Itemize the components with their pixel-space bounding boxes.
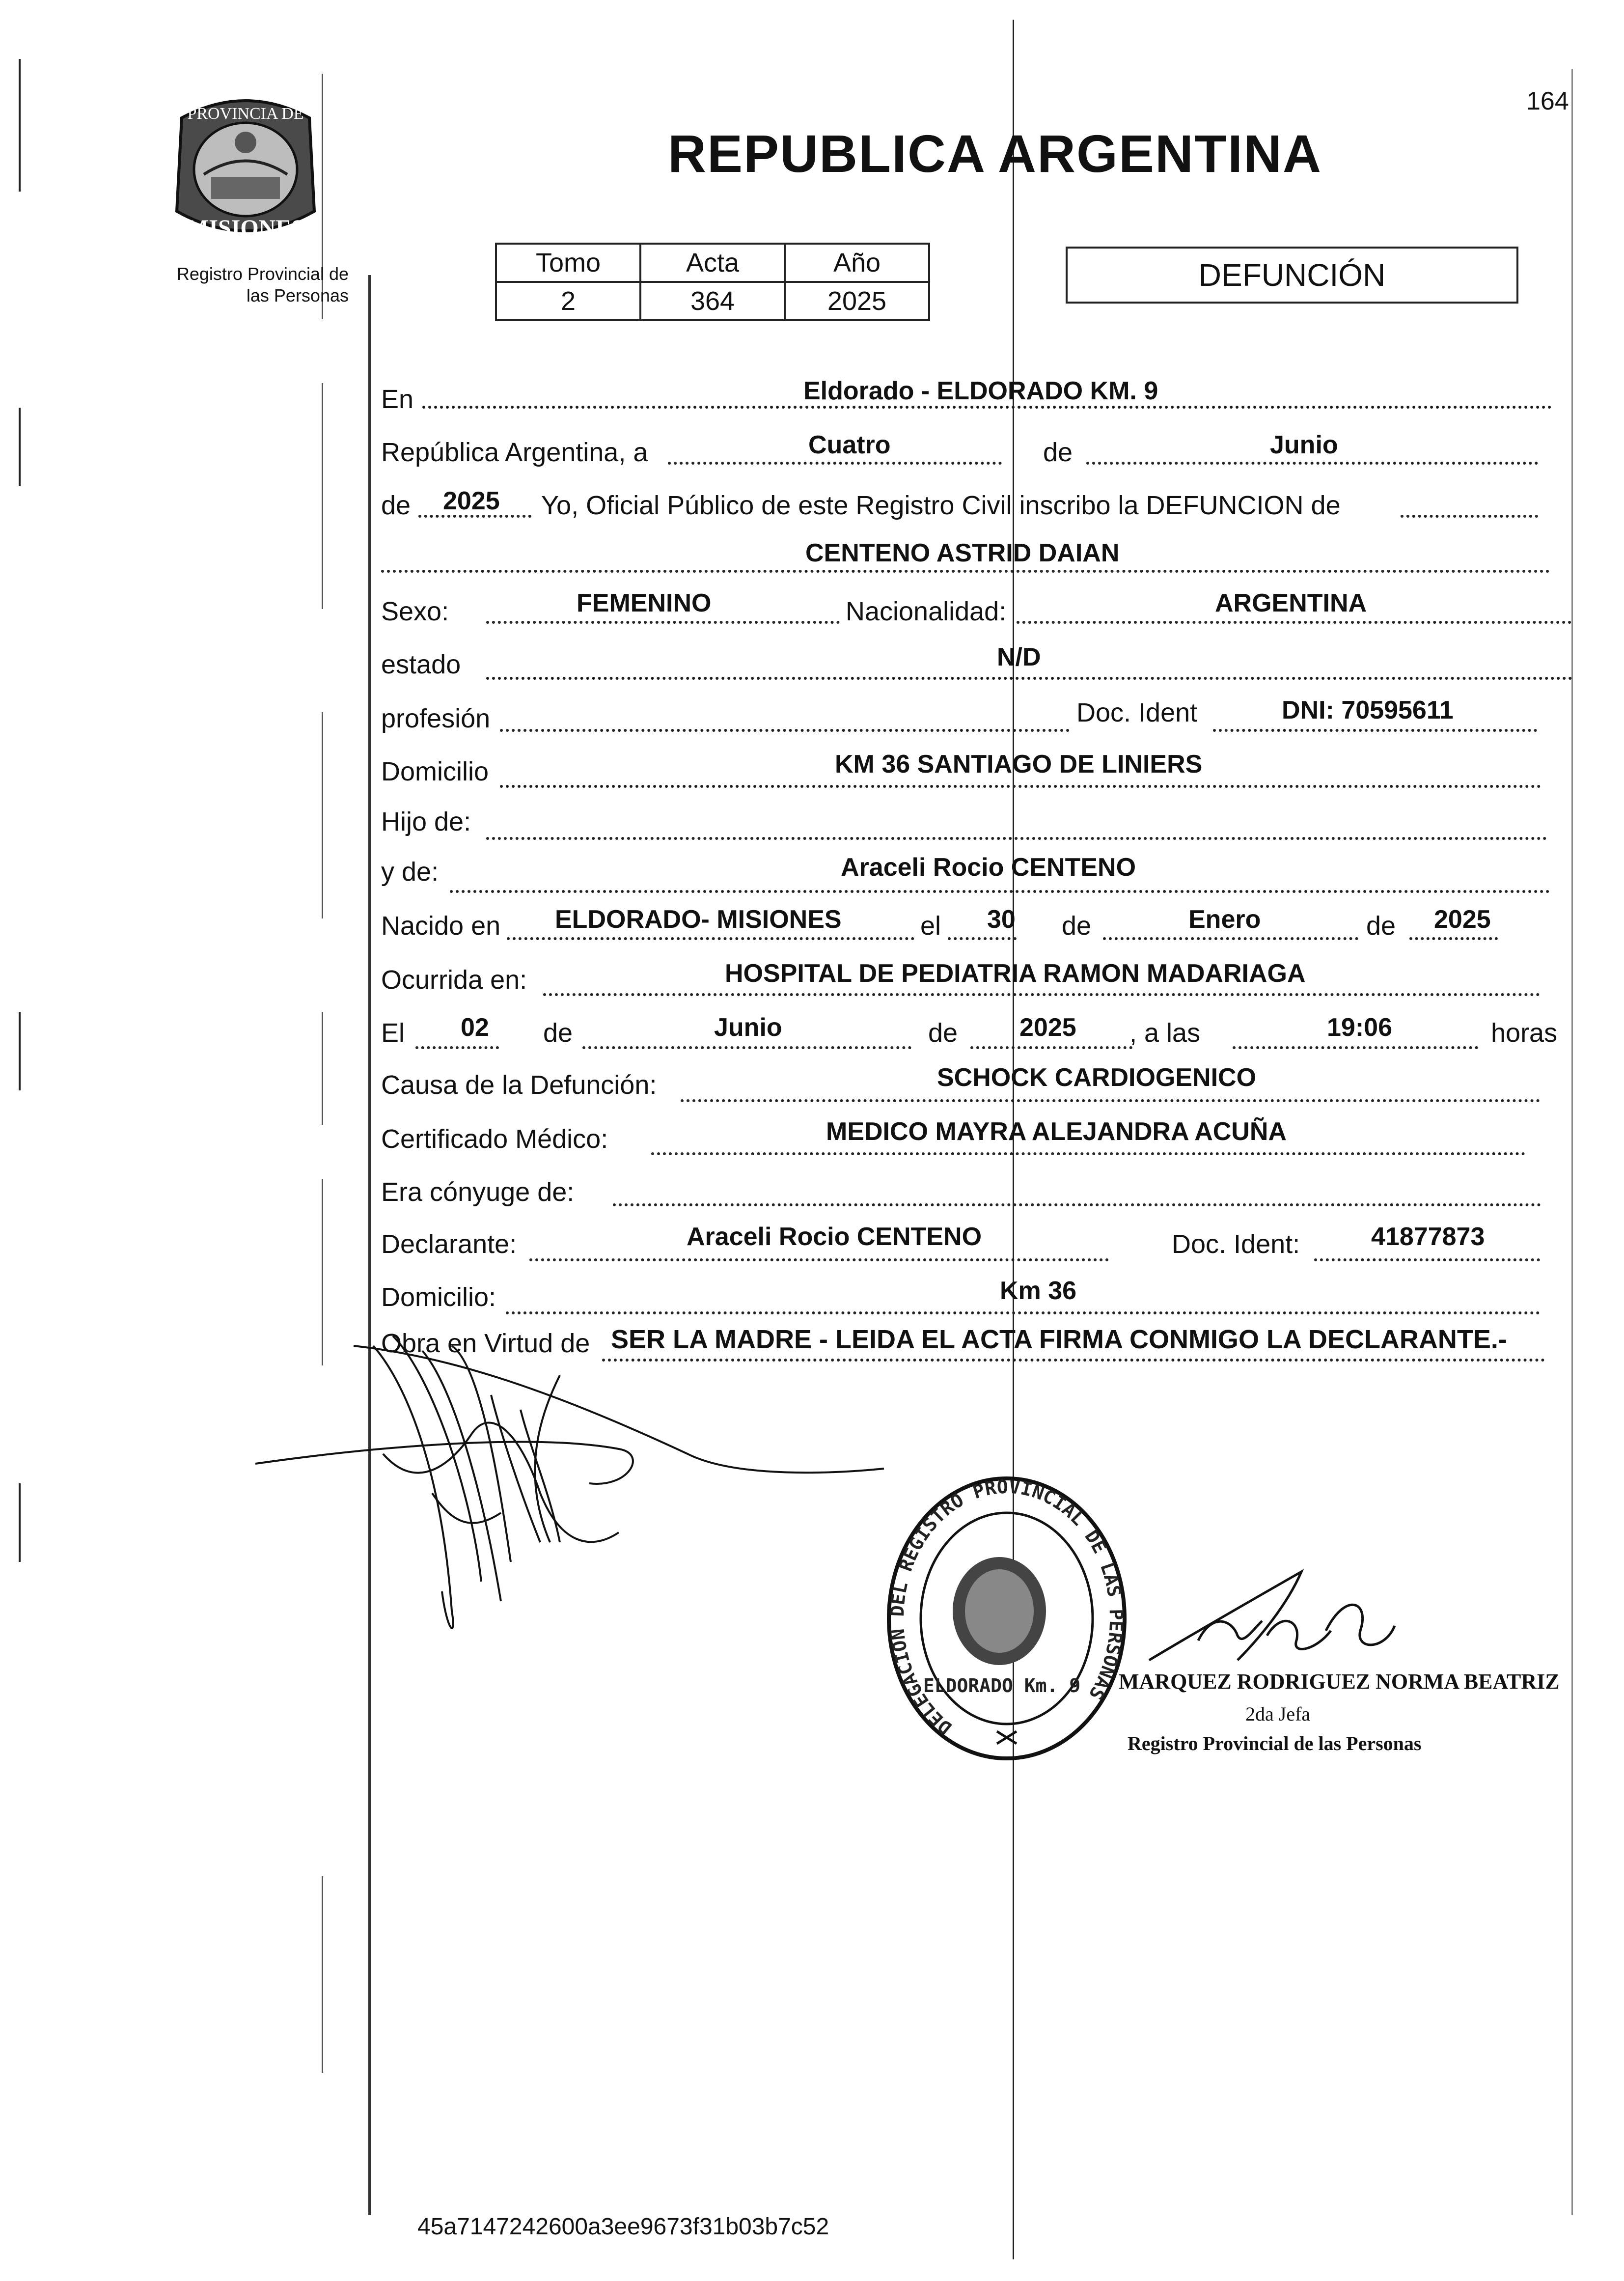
table-header-anio: Año [785, 244, 929, 282]
acta-table [495, 243, 930, 321]
ocurrida-value: HOSPITAL DE PEDIATRIA RAMON MADARIAGA [725, 959, 1306, 988]
inscribo-text: Yo, Oficial Público de este Registro Civil inscribo la DEFUNCION de [541, 491, 1341, 520]
hora-value: 19:06 [1327, 1013, 1392, 1042]
table-header-acta: Acta [640, 244, 785, 282]
madre-value: Araceli Rocio CENTENO [841, 853, 1136, 882]
causa-label: Causa de la Defunción: [381, 1070, 657, 1100]
nacionalidad-value: ARGENTINA [1215, 589, 1367, 617]
table-cell-tomo: 2 [496, 282, 640, 320]
table-cell-acta: 364 [640, 282, 785, 320]
mes-value: Junio [1270, 431, 1338, 459]
table-cell-anio: 2025 [785, 282, 929, 320]
certificado-value: MEDICO MAYRA ALEJANDRA ACUÑA [826, 1117, 1287, 1146]
obra-label: Obra en Virtud de [381, 1329, 590, 1358]
right-margin-rule [1571, 69, 1573, 2215]
anio-value: 2025 [443, 487, 500, 515]
causa-value: SCHOCK CARDIOGENICO [937, 1063, 1257, 1092]
conyuge-label: Era cónyuge de: [381, 1177, 575, 1207]
left-rule [19, 408, 21, 486]
sexo-value: FEMENINO [577, 589, 712, 617]
table-header-tomo: Tomo [496, 244, 640, 282]
official-office: Registro Provincial de las Personas [1128, 1732, 1422, 1754]
declarante-doc-value: 41877873 [1371, 1223, 1485, 1251]
official-name: MARQUEZ RODRIGUEZ NORMA BEATRIZ [1119, 1669, 1560, 1694]
declarante-label: Declarante: [381, 1229, 517, 1259]
en-label: En [381, 385, 414, 414]
page-number: 164 [1526, 87, 1569, 115]
el-label: el [920, 911, 941, 941]
horas-label: horas [1491, 1018, 1558, 1048]
de-label: de [1366, 911, 1396, 941]
form-left-rule [368, 275, 371, 2215]
lugar-value: Eldorado - ELDORADO KM. 9 [803, 377, 1158, 405]
domicilio-value: Km 36 [1000, 1277, 1077, 1305]
document-hash: 45a7147242600a3ee9673f31b03b7c52 [417, 2214, 829, 2240]
left-rule [19, 59, 21, 192]
republica-label: República Argentina, a [381, 438, 648, 467]
document-type-box: DEFUNCIÓN [1066, 247, 1518, 304]
el-label: El [381, 1018, 405, 1048]
official-stamp [879, 1469, 1134, 1768]
de-label: de [928, 1018, 958, 1048]
left-rule [19, 1483, 21, 1562]
de-label: de [543, 1018, 573, 1048]
registry-label: Registro Provincial de las Personas [176, 264, 349, 306]
nac-dia-value: 30 [987, 905, 1016, 934]
domicilio-label: Domicilio: [381, 1282, 496, 1312]
domicilio-value: KM 36 SANTIAGO DE LINIERS [835, 750, 1203, 779]
svg-text:ELDORADO Km. 9: ELDORADO Km. 9 [923, 1675, 1081, 1697]
certificado-label: Certificado Médico: [381, 1124, 608, 1154]
nacionalidad-label: Nacionalidad: [846, 597, 1007, 626]
hijo-label: Hijo de: [381, 807, 471, 836]
domicilio-label: Domicilio [381, 757, 489, 786]
a-las-label: , a las [1129, 1018, 1201, 1048]
doc-ident-label: Doc. Ident [1076, 698, 1198, 727]
nacido-label: Nacido en [381, 911, 501, 941]
estado-label: estado [381, 650, 461, 679]
obra-value: SER LA MADRE - LEIDA EL ACTA FIRMA CONMIGO LA DECLARANTE.- [611, 1325, 1507, 1354]
nacido-lugar-value: ELDORADO- MISIONES [555, 905, 842, 934]
ocurrida-label: Ocurrida en: [381, 965, 527, 995]
nac-anio-value: 2025 [1434, 905, 1491, 934]
de-label: de [381, 491, 411, 520]
def-mes-value: Junio [714, 1013, 782, 1042]
estado-value: N/D [997, 643, 1041, 671]
declarant-signature [246, 1287, 933, 1660]
doc-ident-label: Doc. Ident: [1172, 1229, 1300, 1259]
def-dia-value: 02 [461, 1013, 489, 1042]
de-label: de [1043, 438, 1073, 467]
nac-mes-value: Enero [1188, 905, 1261, 934]
dia-value: Cuatro [808, 431, 891, 459]
page-title: REPUBLICA ARGENTINA [668, 124, 1322, 183]
def-anio-value: 2025 [1019, 1013, 1076, 1042]
profesion-label: profesión [381, 704, 491, 733]
svg-text:MISIONES: MISIONES [186, 215, 305, 241]
svg-text:DELEGACION DEL REGISTRO PROVIN: DELEGACION DEL REGISTRO PROVINCIAL DE LAS PERSONAS [886, 1475, 1128, 1739]
dni-value: DNI: 70595611 [1282, 696, 1454, 724]
de-label: de [1062, 911, 1092, 941]
left-rule [19, 1012, 21, 1090]
provincial-seal [157, 88, 334, 250]
declarante-value: Araceli Rocio CENTENO [687, 1223, 982, 1251]
svg-text:PROVINCIA DE: PROVINCIA DE [187, 105, 304, 123]
official-signature [1139, 1562, 1483, 1675]
sexo-label: Sexo: [381, 597, 449, 626]
official-role: 2da Jefa [1245, 1703, 1311, 1725]
y-de-label: y de: [381, 857, 439, 887]
deceased-name: CENTENO ASTRID DAIAN [805, 539, 1120, 567]
